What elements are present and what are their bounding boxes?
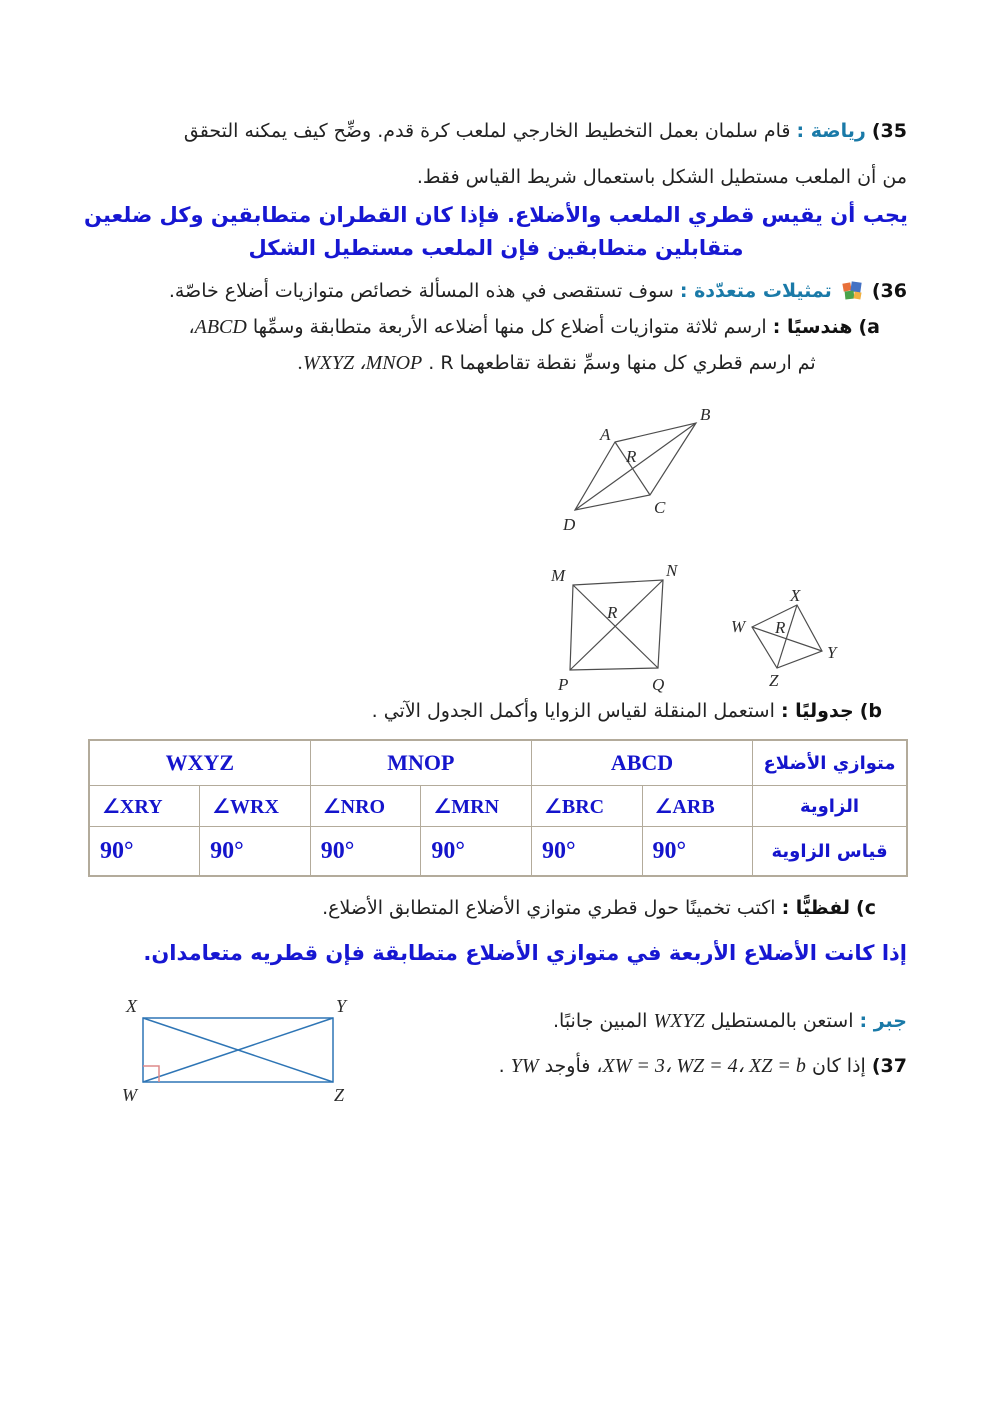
problem-36-intro-text: سوف تستقصى في هذه المسألة خصائص متوازيات أضلاع خاصّة. bbox=[168, 280, 674, 302]
problem-37-period: . bbox=[498, 1055, 505, 1077]
rhombus-abcd-diagram bbox=[540, 398, 750, 543]
problem-35-answer-line2: متقابلين متطابقين فإن الملعب مستطيل الشكل bbox=[248, 236, 744, 260]
problem-37-line bbox=[499, 1051, 907, 1081]
measure-cell: 90° bbox=[421, 827, 532, 877]
vertex-label-q: Q bbox=[652, 675, 665, 694]
measure-row-label: قياس الزاوية bbox=[753, 827, 907, 877]
part-a-line2 bbox=[298, 348, 816, 378]
angle-row-label: الزاوية bbox=[753, 786, 907, 827]
angle-cell: ∠BRC bbox=[531, 786, 642, 827]
vertex-label-p: P bbox=[558, 675, 569, 694]
measure-cell: 90° bbox=[642, 827, 753, 877]
problem-37-equations: XW = 3، WZ = 4، XZ = b bbox=[602, 1055, 806, 1077]
measure-cell: 90° bbox=[200, 827, 311, 877]
square-mnpq-and-rhombus-wxyz-diagram bbox=[540, 553, 860, 703]
part-b-label: جدوليًا : bbox=[780, 700, 854, 722]
algebra-label: جبر : bbox=[859, 1010, 907, 1032]
rect-label-w: W bbox=[122, 1085, 137, 1105]
problem-35-text-line1: قام سلمان بعمل التخطيط الخارجي لملعب كرة قدم. وضِّح كيف يمكنه التحقق bbox=[183, 120, 791, 142]
part-a-comma: ، bbox=[188, 316, 195, 338]
table-header-row bbox=[89, 740, 907, 786]
problem-36-number: (36 bbox=[871, 280, 907, 302]
part-c-answer: إذا كانت الأضلاع الأربعة في متوازي الأضلاع متطابقة فإن قطريه متعامدان. bbox=[143, 941, 907, 965]
part-a-line1 bbox=[188, 312, 880, 342]
part-c-text: اكتب تخمينًا حول قطري متوازي الأضلاع المتطابق الأضلاع. bbox=[322, 897, 776, 919]
problem-37-find: YW bbox=[510, 1055, 539, 1077]
vertex-label-c: C bbox=[654, 498, 666, 517]
vertex-label-b: B bbox=[700, 405, 711, 424]
group-header-wxyz: WXYZ bbox=[89, 740, 310, 786]
rect-label-x: X bbox=[126, 996, 137, 1016]
problem-36-category-label: تمثيلات متعدّدة : bbox=[679, 280, 832, 302]
vertex-label-x: X bbox=[790, 586, 801, 605]
vertex-label-a: A bbox=[600, 425, 611, 444]
vertex-label-z: Z bbox=[769, 671, 779, 690]
part-c-line bbox=[322, 893, 876, 923]
algebra-intro-line bbox=[553, 1006, 907, 1036]
part-b-text: استعمل المنقلة لقياس الزوايا وأكمل الجدول الآتي . bbox=[371, 700, 775, 722]
problem-35-answer-line1: يجب أن يقيس قطري الملعب والأضلاع. فإذا كان القطران متطابقين وكل ضلعين bbox=[84, 203, 908, 227]
table-angle-row bbox=[89, 786, 907, 827]
problem-36-intro-line bbox=[169, 276, 907, 306]
angle-cell: ∠ARB bbox=[642, 786, 753, 827]
rect-label-y: Y bbox=[336, 996, 347, 1016]
diagonal-bd bbox=[575, 423, 696, 510]
part-a-label: هندسيًا : bbox=[772, 316, 853, 338]
problem-37-cond-text: إذا كان bbox=[811, 1055, 866, 1077]
problem-35-number: (35 bbox=[871, 120, 907, 142]
table-measure-row bbox=[89, 827, 907, 877]
rect-label-z: Z bbox=[334, 1085, 345, 1105]
angle-cell: ∠NRO bbox=[310, 786, 421, 827]
angle-measures-table bbox=[88, 739, 908, 877]
measure-cell: 90° bbox=[310, 827, 421, 877]
problem-35-line1 bbox=[184, 116, 907, 146]
part-b-number: (b bbox=[859, 700, 882, 722]
angle-cell: ∠WRX bbox=[200, 786, 311, 827]
part-a-mnop-wxyz: .WXYZ ،MNOP bbox=[298, 352, 423, 374]
angle-cell: ∠XRY bbox=[89, 786, 200, 827]
vertex-label-d: D bbox=[563, 515, 576, 534]
center-label-r-wxyz: R bbox=[775, 618, 786, 637]
problem-35-category-label: رياضة : bbox=[796, 120, 866, 142]
part-a-number: (a bbox=[858, 316, 880, 338]
problem-37-number: (37 bbox=[871, 1055, 907, 1077]
angle-cell: ∠MRN bbox=[421, 786, 532, 827]
group-header-mnop: MNOP bbox=[310, 740, 531, 786]
part-c-number: (c bbox=[856, 897, 876, 919]
measure-cell: 90° bbox=[531, 827, 642, 877]
problem-35-line2 bbox=[417, 162, 907, 192]
table-corner-header: متوازي الأضلاع bbox=[753, 740, 907, 786]
part-c-label: لفظيًّا : bbox=[781, 897, 850, 919]
measure-cell: 90° bbox=[89, 827, 200, 877]
diagonal-np bbox=[570, 580, 663, 670]
problem-37-then-text: ، فأوجد bbox=[544, 1055, 603, 1077]
vertex-label-m: M bbox=[551, 566, 566, 585]
group-header-abcd: ABCD bbox=[531, 740, 752, 786]
part-a-text2: ثم ارسم قطري كل منها وسمِّ نقطة تقاطعهما R . bbox=[428, 352, 816, 374]
algebra-wxyz: WXYZ bbox=[653, 1010, 705, 1032]
center-label-r-abcd: R bbox=[626, 447, 637, 466]
part-b-line bbox=[372, 696, 882, 726]
part-a-text: ارسم ثلاثة متوازيات أضلاع كل منها أضلاعه الأربعة متطابقة وسمِّها bbox=[252, 316, 767, 338]
part-a-abcd: ABCD bbox=[194, 316, 247, 338]
algebra-text-1: استعن بالمستطيل bbox=[710, 1010, 854, 1032]
vertex-label-n: N bbox=[666, 561, 678, 580]
rectangle-wxyz-diagram bbox=[108, 993, 398, 1113]
multiple-representations-icon bbox=[842, 282, 862, 300]
center-label-r-mnop: R bbox=[607, 603, 618, 622]
algebra-text-2: المبين جانبًا. bbox=[553, 1010, 648, 1032]
problem-35-text-line2: من أن الملعب مستطيل الشكل باستعمال شريط القياس فقط. bbox=[416, 166, 907, 188]
vertex-label-y: Y bbox=[827, 643, 837, 662]
vertex-label-w: W bbox=[731, 617, 746, 636]
